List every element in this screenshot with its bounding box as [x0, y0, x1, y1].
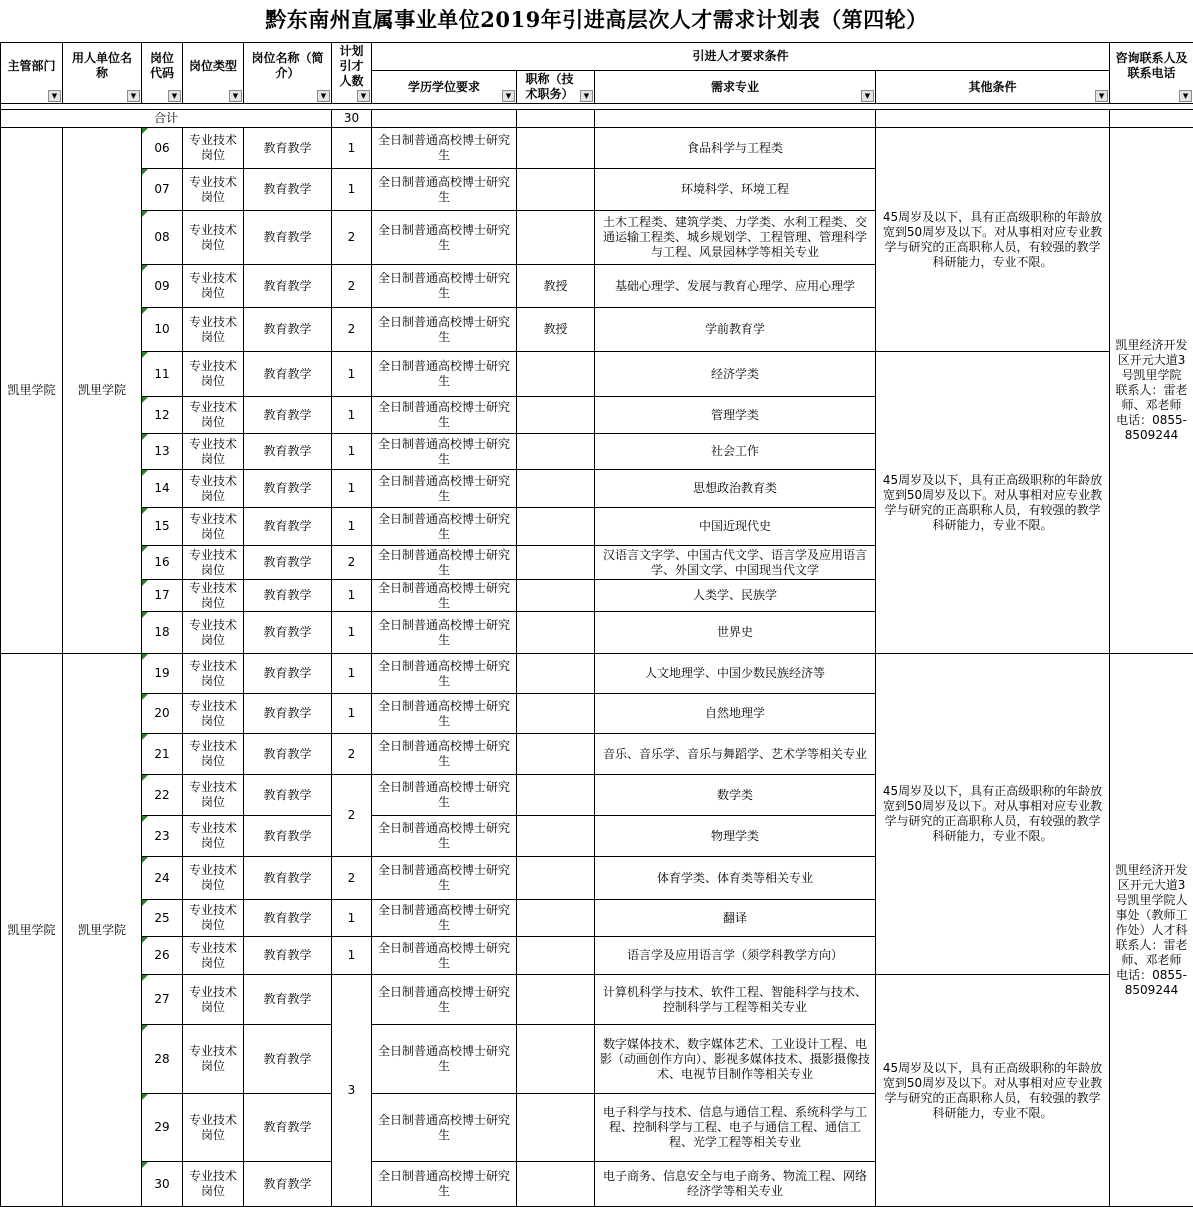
- title-req-cell[interactable]: [517, 128, 595, 169]
- name-cell[interactable]: 教育教学: [244, 397, 332, 434]
- type-cell[interactable]: 专业技术岗位: [183, 654, 244, 694]
- header-name[interactable]: 岗位名称（简介） ▼: [244, 43, 332, 104]
- type-cell[interactable]: 专业技术岗位: [183, 857, 244, 900]
- edu-cell[interactable]: 全日制普通高校博士研究生: [372, 1094, 517, 1162]
- code-cell[interactable]: 24: [142, 857, 183, 900]
- title-req-cell[interactable]: [517, 775, 595, 816]
- dept-cell[interactable]: 凯里学院: [1, 654, 63, 1207]
- title-req-cell[interactable]: 教授: [517, 308, 595, 352]
- type-cell[interactable]: 专业技术岗位: [183, 308, 244, 352]
- dropdown-arrow-icon[interactable]: ▼: [1179, 90, 1192, 102]
- major-cell[interactable]: 物理学类: [595, 816, 876, 857]
- title-req-cell[interactable]: [517, 546, 595, 580]
- table-row: [1, 352, 1193, 397]
- code-cell[interactable]: 14: [142, 470, 183, 508]
- code-cell[interactable]: 29: [142, 1094, 183, 1162]
- type-cell[interactable]: 专业技术岗位: [183, 1025, 244, 1094]
- dropdown-arrow-icon[interactable]: ▼: [317, 90, 330, 102]
- header-major[interactable]: 需求专业 ▼: [595, 71, 876, 104]
- type-cell[interactable]: 专业技术岗位: [183, 265, 244, 308]
- major-cell[interactable]: 社会工作: [595, 434, 876, 470]
- name-cell[interactable]: 教育教学: [244, 654, 332, 694]
- edu-cell[interactable]: 全日制普通高校博士研究生: [372, 434, 517, 470]
- name-cell[interactable]: 教育教学: [244, 265, 332, 308]
- name-cell[interactable]: 教育教学: [244, 937, 332, 975]
- edu-cell[interactable]: 全日制普通高校博士研究生: [372, 937, 517, 975]
- count-cell[interactable]: 2: [332, 211, 372, 265]
- code-cell[interactable]: 21: [142, 734, 183, 775]
- major-cell[interactable]: 电子科学与技术、信息与通信工程、系统科学与工程、控制科学与工程、电子与通信工程、通信工程、光学工程等相关专业: [595, 1094, 876, 1162]
- title-req-cell[interactable]: [517, 857, 595, 900]
- header-dept[interactable]: 主管部门 ▼: [1, 43, 63, 104]
- code-cell[interactable]: 19: [142, 654, 183, 694]
- major-cell[interactable]: 思想政治教育类: [595, 470, 876, 508]
- header-title-req[interactable]: 职称（技术职务） ▼: [517, 71, 595, 104]
- contact-cell[interactable]: 凯里经济开发区开元大道3号凯里学院 联系人：雷老师、邓老师 电话：0855-8509244: [1110, 128, 1193, 654]
- dropdown-arrow-icon[interactable]: ▼: [357, 90, 370, 102]
- other-cell[interactable]: 45周岁及以下，具有正高级职称的年龄放宽到50周岁及以下。对从事相对应专业教学与研究的正高职称人员，有较强的教学科研能力，专业不限。: [876, 975, 1110, 1207]
- name-cell[interactable]: 教育教学: [244, 900, 332, 937]
- major-cell[interactable]: 汉语言文字学、中国古代文学、语言学及应用语言学、外国文学、中国现当代文学: [595, 546, 876, 580]
- title-req-cell[interactable]: [517, 694, 595, 734]
- name-cell[interactable]: 教育教学: [244, 470, 332, 508]
- name-cell[interactable]: 教育教学: [244, 352, 332, 397]
- type-cell[interactable]: 专业技术岗位: [183, 211, 244, 265]
- edu-cell[interactable]: 全日制普通高校博士研究生: [372, 694, 517, 734]
- count-cell[interactable]: 1: [332, 900, 372, 937]
- type-cell[interactable]: 专业技术岗位: [183, 508, 244, 546]
- major-cell[interactable]: 体育学类、体育类等相关专业: [595, 857, 876, 900]
- edu-cell[interactable]: 全日制普通高校博士研究生: [372, 397, 517, 434]
- edu-cell[interactable]: 全日制普通高校博士研究生: [372, 900, 517, 937]
- title-req-cell[interactable]: [517, 900, 595, 937]
- name-cell[interactable]: 教育教学: [244, 1094, 332, 1162]
- edu-cell[interactable]: 全日制普通高校博士研究生: [372, 352, 517, 397]
- table-row: [1, 128, 1193, 169]
- major-cell[interactable]: 翻译: [595, 900, 876, 937]
- count-cell[interactable]: 1: [332, 694, 372, 734]
- title-req-cell[interactable]: [517, 580, 595, 612]
- code-cell[interactable]: 20: [142, 694, 183, 734]
- major-cell[interactable]: 中国近现代史: [595, 508, 876, 546]
- name-cell[interactable]: 教育教学: [244, 211, 332, 265]
- table-row: [1, 654, 1193, 694]
- name-cell[interactable]: 教育教学: [244, 546, 332, 580]
- major-cell[interactable]: 语言学及应用语言学（须学科教学方向）: [595, 937, 876, 975]
- edu-cell[interactable]: 全日制普通高校博士研究生: [372, 508, 517, 546]
- type-cell[interactable]: 专业技术岗位: [183, 775, 244, 816]
- type-cell[interactable]: 专业技术岗位: [183, 434, 244, 470]
- code-cell[interactable]: 15: [142, 508, 183, 546]
- code-cell[interactable]: 06: [142, 128, 183, 169]
- sheet-title: 黔东南州直属事业单位2019年引进高层次人才需求计划表（第四轮）: [265, 7, 928, 32]
- major-cell[interactable]: 自然地理学: [595, 694, 876, 734]
- dept-cell[interactable]: 凯里学院: [1, 128, 63, 654]
- name-cell[interactable]: 教育教学: [244, 128, 332, 169]
- title-req-cell[interactable]: [517, 612, 595, 654]
- title-req-cell[interactable]: [517, 211, 595, 265]
- header-code[interactable]: 岗位代码 ▼: [142, 43, 183, 104]
- header-other[interactable]: 其他条件 ▼: [876, 71, 1110, 104]
- edu-cell[interactable]: 全日制普通高校博士研究生: [372, 612, 517, 654]
- count-cell[interactable]: 1: [332, 352, 372, 397]
- other-cell[interactable]: 45周岁及以下，具有正高级职称的年龄放宽到50周岁及以下。对从事相对应专业教学与研究的正高职称人员，有较强的教学科研能力，专业不限。: [876, 352, 1110, 654]
- code-cell[interactable]: 11: [142, 352, 183, 397]
- title-req-cell[interactable]: [517, 734, 595, 775]
- plan-table: [0, 42, 1193, 1207]
- edu-cell[interactable]: 全日制普通高校博士研究生: [372, 265, 517, 308]
- type-cell[interactable]: 专业技术岗位: [183, 128, 244, 169]
- edu-cell[interactable]: 全日制普通高校博士研究生: [372, 654, 517, 694]
- edu-cell[interactable]: 全日制普通高校博士研究生: [372, 816, 517, 857]
- title-req-cell[interactable]: [517, 1094, 595, 1162]
- major-cell[interactable]: 土木工程类、建筑学类、力学类、水利工程类、交通运输工程类、城乡规划学、工程管理、管理科学与工程、风景园林学等相关专业: [595, 211, 876, 265]
- name-cell[interactable]: 教育教学: [244, 169, 332, 211]
- type-cell[interactable]: 专业技术岗位: [183, 1162, 244, 1207]
- code-cell[interactable]: 18: [142, 612, 183, 654]
- contact-cell[interactable]: 凯里经济开发区开元大道3号凯里学院人事处（教师工作处）人才科 联系人：雷老师、邓老师 电话：0855-8509244: [1110, 654, 1193, 1207]
- header-count[interactable]: 计划引才人数 ▼: [332, 43, 372, 104]
- code-cell[interactable]: 30: [142, 1162, 183, 1207]
- code-cell[interactable]: 27: [142, 975, 183, 1025]
- title-req-cell[interactable]: [517, 434, 595, 470]
- edu-cell[interactable]: 全日制普通高校博士研究生: [372, 975, 517, 1025]
- dropdown-arrow-icon[interactable]: ▼: [127, 90, 140, 102]
- type-cell[interactable]: 专业技术岗位: [183, 397, 244, 434]
- edu-cell[interactable]: 全日制普通高校博士研究生: [372, 857, 517, 900]
- type-cell[interactable]: 专业技术岗位: [183, 580, 244, 612]
- name-cell[interactable]: 教育教学: [244, 694, 332, 734]
- edu-cell[interactable]: 全日制普通高校博士研究生: [372, 580, 517, 612]
- title-req-cell[interactable]: [517, 397, 595, 434]
- type-cell[interactable]: 专业技术岗位: [183, 546, 244, 580]
- count-cell[interactable]: 1: [332, 397, 372, 434]
- type-cell[interactable]: 专业技术岗位: [183, 352, 244, 397]
- name-cell[interactable]: 教育教学: [244, 508, 332, 546]
- title-req-cell[interactable]: [517, 937, 595, 975]
- edu-cell[interactable]: 全日制普通高校博士研究生: [372, 211, 517, 265]
- title-req-cell[interactable]: [517, 352, 595, 397]
- code-cell[interactable]: 16: [142, 546, 183, 580]
- other-cell[interactable]: 45周岁及以下，具有正高级职称的年龄放宽到50周岁及以下。对从事相对应专业教学与研究的正高职称人员，有较强的教学科研能力，专业不限。: [876, 128, 1110, 352]
- header-contact[interactable]: 咨询联系人及联系电话 ▼: [1110, 43, 1193, 104]
- other-cell[interactable]: 45周岁及以下，具有正高级职称的年龄放宽到50周岁及以下。对从事相对应专业教学与研究的正高职称人员，有较强的教学科研能力，专业不限。: [876, 654, 1110, 975]
- code-cell[interactable]: 10: [142, 308, 183, 352]
- code-cell[interactable]: 23: [142, 816, 183, 857]
- type-cell[interactable]: 专业技术岗位: [183, 975, 244, 1025]
- title-req-cell[interactable]: [517, 1025, 595, 1094]
- name-cell[interactable]: 教育教学: [244, 1162, 332, 1207]
- count-cell[interactable]: 1: [332, 128, 372, 169]
- major-cell[interactable]: 环境科学、环境工程: [595, 169, 876, 211]
- major-cell[interactable]: 计算机科学与技术、软件工程、智能科学与技术、控制科学与工程等相关专业: [595, 975, 876, 1025]
- edu-cell[interactable]: 全日制普通高校博士研究生: [372, 470, 517, 508]
- title-req-cell[interactable]: [517, 470, 595, 508]
- type-cell[interactable]: 专业技术岗位: [183, 734, 244, 775]
- type-cell[interactable]: 专业技术岗位: [183, 1094, 244, 1162]
- title-req-cell[interactable]: [517, 169, 595, 211]
- code-cell[interactable]: 26: [142, 937, 183, 975]
- code-cell[interactable]: 08: [142, 211, 183, 265]
- dropdown-arrow-icon[interactable]: ▼: [502, 90, 515, 102]
- header-unit[interactable]: 用人单位名称 ▼: [63, 43, 142, 104]
- total-value: 30: [332, 110, 372, 128]
- type-cell[interactable]: 专业技术岗位: [183, 612, 244, 654]
- header-type[interactable]: 岗位类型 ▼: [183, 43, 244, 104]
- name-cell[interactable]: 教育教学: [244, 580, 332, 612]
- title-req-cell[interactable]: [517, 508, 595, 546]
- dropdown-arrow-icon[interactable]: ▼: [229, 90, 242, 102]
- edu-cell[interactable]: 全日制普通高校博士研究生: [372, 734, 517, 775]
- code-cell[interactable]: 17: [142, 580, 183, 612]
- header-requirements: 引进人才要求条件: [372, 43, 1110, 71]
- dropdown-arrow-icon[interactable]: ▼: [168, 90, 181, 102]
- title-req-cell[interactable]: 教授: [517, 265, 595, 308]
- major-cell[interactable]: 人类学、民族学: [595, 580, 876, 612]
- major-cell[interactable]: 世界史: [595, 612, 876, 654]
- count-cell[interactable]: 2: [332, 265, 372, 308]
- count-cell[interactable]: 1: [332, 580, 372, 612]
- count-cell[interactable]: 1: [332, 470, 372, 508]
- count-cell[interactable]: 1: [332, 612, 372, 654]
- code-cell[interactable]: 22: [142, 775, 183, 816]
- code-cell[interactable]: 25: [142, 900, 183, 937]
- edu-cell[interactable]: 全日制普通高校博士研究生: [372, 169, 517, 211]
- name-cell[interactable]: 教育教学: [244, 1025, 332, 1094]
- count-cell[interactable]: 1: [332, 508, 372, 546]
- title-req-cell[interactable]: [517, 816, 595, 857]
- type-cell[interactable]: 专业技术岗位: [183, 816, 244, 857]
- name-cell[interactable]: 教育教学: [244, 612, 332, 654]
- count-cell[interactable]: 2: [332, 857, 372, 900]
- header-edu[interactable]: 学历学位要求 ▼: [372, 71, 517, 104]
- name-cell[interactable]: 教育教学: [244, 434, 332, 470]
- edu-cell[interactable]: 全日制普通高校博士研究生: [372, 1025, 517, 1094]
- name-cell[interactable]: 教育教学: [244, 816, 332, 857]
- major-cell[interactable]: 音乐、音乐学、音乐与舞蹈学、艺术学等相关专业: [595, 734, 876, 775]
- dropdown-arrow-icon[interactable]: ▼: [1095, 90, 1108, 102]
- count-cell[interactable]: 2: [332, 734, 372, 775]
- spreadsheet-table: [0, 42, 1193, 1207]
- title-req-cell[interactable]: [517, 975, 595, 1025]
- code-cell[interactable]: 28: [142, 1025, 183, 1094]
- total-label: 合计: [1, 110, 332, 128]
- unit-cell[interactable]: 凯里学院: [63, 654, 142, 1207]
- name-cell[interactable]: 教育教学: [244, 975, 332, 1025]
- count-cell[interactable]: 2: [332, 308, 372, 352]
- major-cell[interactable]: 电子商务、信息安全与电子商务、物流工程、网络经济学等相关专业: [595, 1162, 876, 1207]
- code-cell[interactable]: 12: [142, 397, 183, 434]
- name-cell[interactable]: 教育教学: [244, 775, 332, 816]
- major-cell[interactable]: 经济学类: [595, 352, 876, 397]
- count-cell[interactable]: 3: [332, 975, 372, 1207]
- name-cell[interactable]: 教育教学: [244, 734, 332, 775]
- major-cell[interactable]: 数学类: [595, 775, 876, 816]
- code-cell[interactable]: 13: [142, 434, 183, 470]
- major-cell[interactable]: 人文地理学、中国少数民族经济等: [595, 654, 876, 694]
- dropdown-arrow-icon[interactable]: ▼: [861, 90, 874, 102]
- type-cell[interactable]: 专业技术岗位: [183, 937, 244, 975]
- count-cell[interactable]: 1: [332, 654, 372, 694]
- major-cell[interactable]: 基础心理学、发展与教育心理学、应用心理学: [595, 265, 876, 308]
- count-cell[interactable]: 1: [332, 937, 372, 975]
- type-cell[interactable]: 专业技术岗位: [183, 694, 244, 734]
- title-req-cell[interactable]: [517, 1162, 595, 1207]
- table-row: [1, 975, 1193, 1025]
- code-cell[interactable]: 09: [142, 265, 183, 308]
- count-cell[interactable]: 2: [332, 546, 372, 580]
- type-cell[interactable]: 专业技术岗位: [183, 169, 244, 211]
- edu-cell[interactable]: 全日制普通高校博士研究生: [372, 546, 517, 580]
- type-cell[interactable]: 专业技术岗位: [183, 470, 244, 508]
- name-cell[interactable]: 教育教学: [244, 857, 332, 900]
- count-cell[interactable]: 1: [332, 169, 372, 211]
- type-cell[interactable]: 专业技术岗位: [183, 900, 244, 937]
- code-cell[interactable]: 07: [142, 169, 183, 211]
- dropdown-arrow-icon[interactable]: ▼: [580, 90, 593, 102]
- edu-cell[interactable]: 全日制普通高校博士研究生: [372, 128, 517, 169]
- title-req-cell[interactable]: [517, 654, 595, 694]
- major-cell[interactable]: 管理学类: [595, 397, 876, 434]
- major-cell[interactable]: 数字媒体技术、数字媒体艺术、工业设计工程、电影（动画创作方向）、影视多媒体技术、摄影摄像技术、电视节目制作等相关专业: [595, 1025, 876, 1094]
- total-row: [1, 110, 1193, 128]
- edu-cell[interactable]: 全日制普通高校博士研究生: [372, 1162, 517, 1207]
- major-cell[interactable]: 学前教育学: [595, 308, 876, 352]
- count-cell[interactable]: 1: [332, 434, 372, 470]
- edu-cell[interactable]: 全日制普通高校博士研究生: [372, 308, 517, 352]
- dropdown-arrow-icon[interactable]: ▼: [48, 90, 61, 102]
- major-cell[interactable]: 食品科学与工程类: [595, 128, 876, 169]
- name-cell[interactable]: 教育教学: [244, 308, 332, 352]
- count-cell[interactable]: 2: [332, 775, 372, 857]
- edu-cell[interactable]: 全日制普通高校博士研究生: [372, 775, 517, 816]
- unit-cell[interactable]: 凯里学院: [63, 128, 142, 654]
